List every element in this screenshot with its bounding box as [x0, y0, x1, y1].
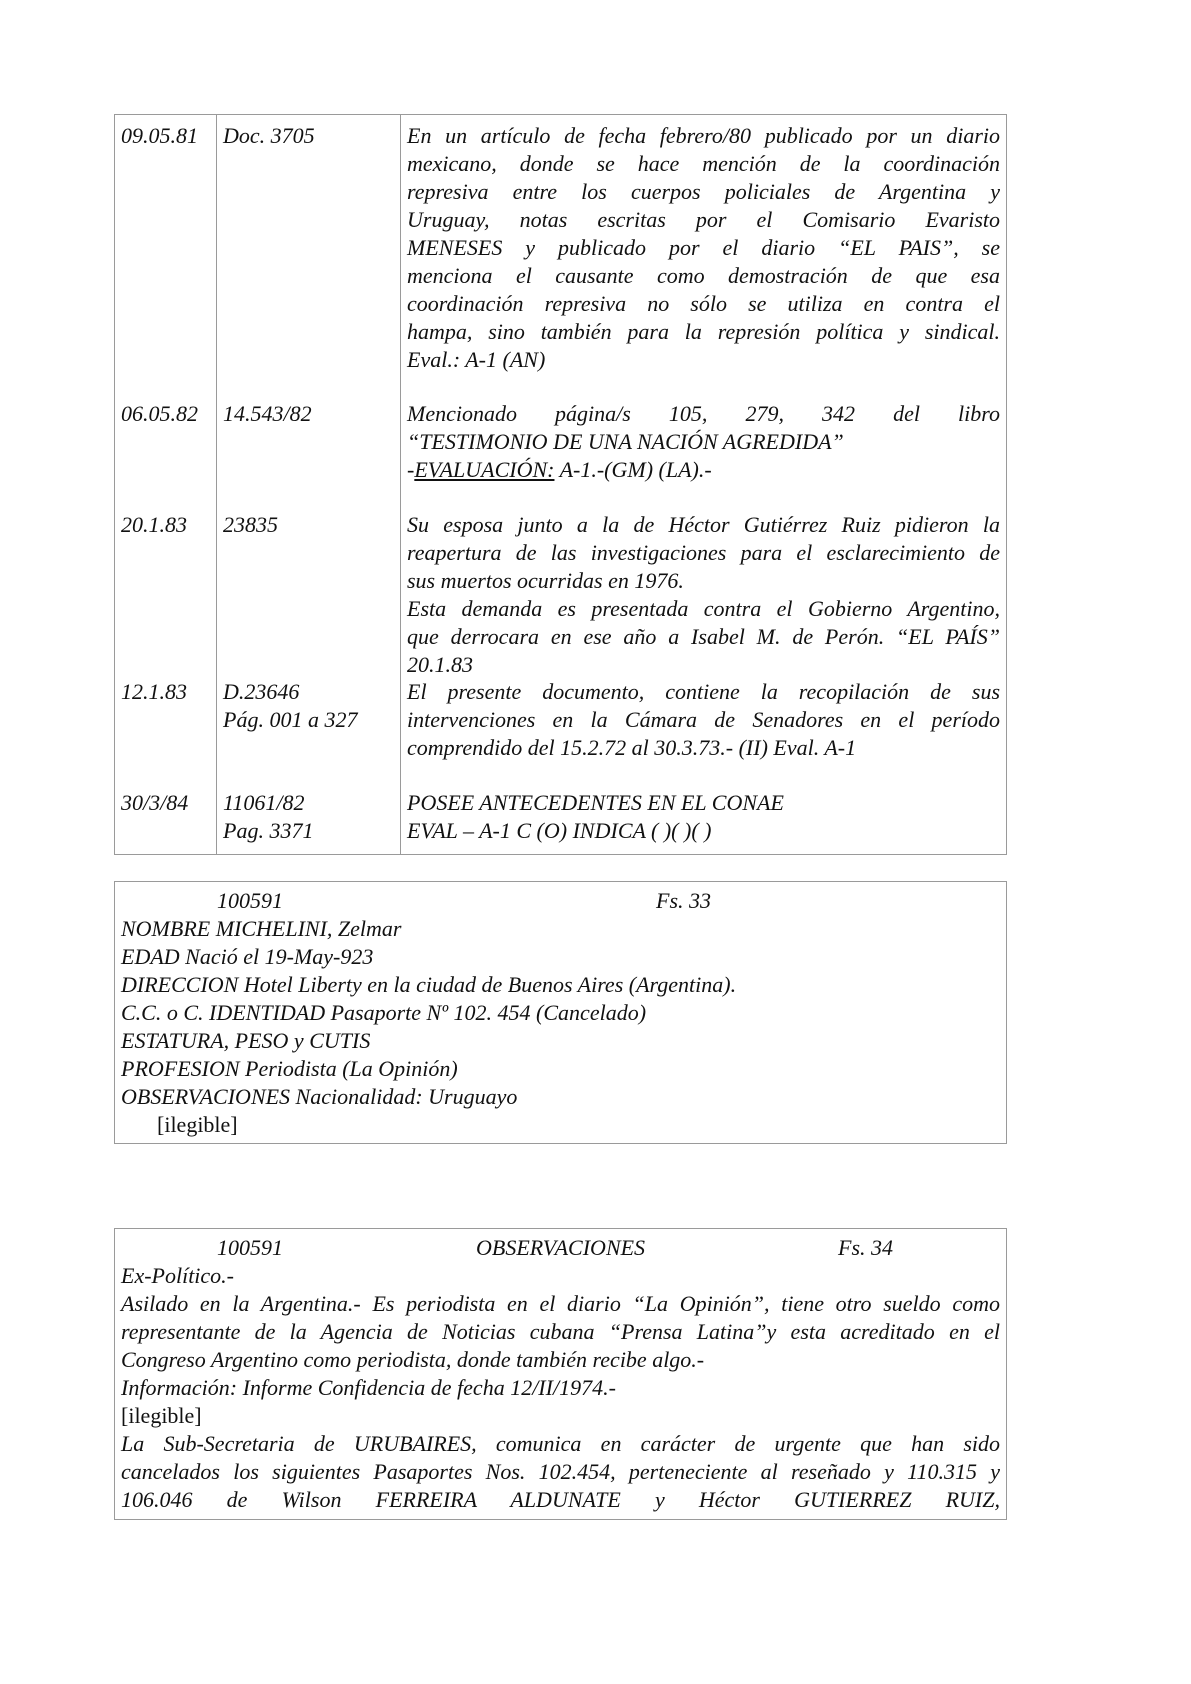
column-divider	[400, 115, 401, 854]
card-number: 100591	[217, 1235, 283, 1260]
record-date: 12.1.83	[121, 679, 187, 704]
card-field-line: DIRECCION Hotel Liberty en la ciudad de Buenos Aires (Argentina).	[121, 972, 737, 997]
records-table	[114, 114, 1007, 855]
record-reference-line: 11061/82	[223, 790, 305, 815]
record-text-line: hampa, sino también para la represión política y sindical.	[407, 319, 1000, 344]
record-text-line: En un artículo de fecha febrero/80 publicado por un diario	[407, 123, 1000, 148]
record-text-line: MENESES y publicado por el diario “EL PAIS”, se	[407, 235, 1000, 260]
record-text-line: represiva entre los cuerpos policiales de Argentina y	[407, 179, 1000, 204]
record-text	[407, 678, 1000, 762]
record-reference-line: D.23646	[223, 679, 300, 704]
card-paragraph-line	[121, 1458, 1000, 1486]
record-date: 09.05.81	[121, 123, 198, 148]
record-reference-line: Doc. 3705	[223, 123, 315, 148]
paragraph-text: cancelados los siguientes Pasaportes Nos. 102.454, perteneciente al reseñado y 110.315 y	[121, 1459, 1000, 1484]
card-field-line: OBSERVACIONES Nacionalidad: Uruguayo	[121, 1084, 518, 1109]
record-date: 06.05.82	[121, 401, 198, 426]
card-field-line: C.C. o C. IDENTIDAD Pasaporte Nº 102. 454 (Cancelado)	[121, 1000, 647, 1025]
record-text-line: mexicano, donde se hace mención de la coordinación	[407, 151, 1000, 176]
record-text-line: Eval.: A-1 (AN)	[407, 347, 546, 372]
record-text-line: coordinación represiva no sólo se utiliza en contra el	[407, 291, 1000, 316]
paragraph-text: Asilado en la Argentina.- Es periodista en el diario “La Opinión”, tiene otro sueldo como	[121, 1291, 1000, 1316]
card-paragraph-line	[121, 1486, 1000, 1514]
record-reference	[223, 400, 398, 428]
card-field-line: ESTATURA, PESO y CUTIS	[121, 1028, 371, 1053]
card-folio: Fs. 34	[838, 1235, 893, 1260]
evaluation-label: EVALUACIÓN:	[414, 457, 555, 482]
record-date: 30/3/84	[121, 790, 189, 815]
record-text-line: 20.1.83	[407, 652, 473, 677]
record-text-line: intervenciones en la Cámara de Senadores en el período	[407, 707, 1000, 732]
record-text	[407, 400, 1000, 484]
card-field-line: PROFESION Periodista (La Opinión)	[121, 1056, 458, 1081]
card-number: 100591	[217, 888, 283, 913]
record-reference	[223, 511, 398, 539]
illegible-note: [ilegible]	[157, 1112, 238, 1137]
record-text-line: POSEE ANTECEDENTES EN EL CONAE	[407, 790, 784, 815]
record-date: 20.1.83	[121, 512, 187, 537]
record-reference	[223, 678, 398, 734]
record-text-line: El presente documento, contiene la recopilación de sus	[407, 679, 1000, 704]
record-text	[407, 122, 1000, 374]
record-reference	[223, 789, 398, 845]
record-reference	[223, 122, 398, 150]
record-text-line: reapertura de las investigaciones para el esclarecimiento de	[407, 540, 1000, 565]
card-field-line: NOMBRE MICHELINI, Zelmar	[121, 916, 402, 941]
observations-card	[114, 1228, 1007, 1520]
card-field-line: EDAD Nació el 19-May-923	[121, 944, 374, 969]
identity-card	[114, 881, 1007, 1144]
illegible-note: [ilegible]	[121, 1403, 202, 1428]
column-divider	[216, 115, 217, 854]
record-text-line: sus muertos ocurridas en 1976.	[407, 568, 684, 593]
card-paragraph-line: Congreso Argentino como periodista, donde también recibe algo.-	[121, 1347, 705, 1372]
record-reference-line: Pag. 3371	[223, 818, 314, 843]
record-text-line: Esta demanda es presentada contra el Gobierno Argentino,	[407, 596, 1000, 621]
card-paragraph-line	[121, 1290, 1000, 1318]
paragraph-text: representante de la Agencia de Noticias cubana “Prensa Latina”y esta acreditado en el	[121, 1319, 1000, 1344]
card-info-line: Información: Informe Confidencia de fecha 12/II/1974.-	[121, 1375, 616, 1400]
evaluation-value: A-1.-(GM) (LA).-	[554, 457, 712, 482]
record-text-line: Su esposa junto a la de Héctor Gutiérrez Ruiz pidieron la	[407, 512, 1000, 537]
card-paragraph-line	[121, 1430, 1000, 1458]
record-text-line: “TESTIMONIO DE UNA NACIÓN AGREDIDA”	[407, 429, 844, 454]
card-text-line: Ex-Político.-	[121, 1263, 235, 1288]
card-paragraph-line	[121, 1318, 1000, 1346]
record-reference-line: 14.543/82	[223, 401, 312, 426]
record-text-line: menciona el causante como demostración de que esa	[407, 263, 1000, 288]
paragraph-text: La Sub-Secretaria de URUBAIRES, comunica en carácter de urgente que han sido	[121, 1431, 1000, 1456]
record-text-line: Uruguay, notas escritas por el Comisario Evaristo	[407, 207, 1000, 232]
card-heading: OBSERVACIONES	[476, 1235, 646, 1260]
evaluation-prefix: -	[407, 457, 415, 482]
record-text	[407, 511, 1000, 679]
record-text-line: que derrocara en ese año a Isabel M. de Perón. “EL PAÍS”	[407, 624, 1000, 649]
record-text-line: EVAL – A-1 C (O) INDICA ( )( )( )	[407, 818, 712, 843]
record-text-line: comprendido del 15.2.72 al 30.3.73.- (II) Eval. A-1	[407, 735, 857, 760]
card-folio: Fs. 33	[656, 888, 711, 913]
record-text	[407, 789, 1000, 845]
record-evaluation	[407, 456, 1000, 484]
paragraph-text: 106.046 de Wilson FERREIRA ALDUNATE y Héctor GUTIERREZ RUIZ,	[121, 1487, 1000, 1512]
record-reference-line: 23835	[223, 512, 278, 537]
record-reference-line: Pág. 001 a 327	[223, 707, 358, 732]
record-text-line: Mencionado página/s 105, 279, 342 del libro	[407, 401, 1000, 426]
